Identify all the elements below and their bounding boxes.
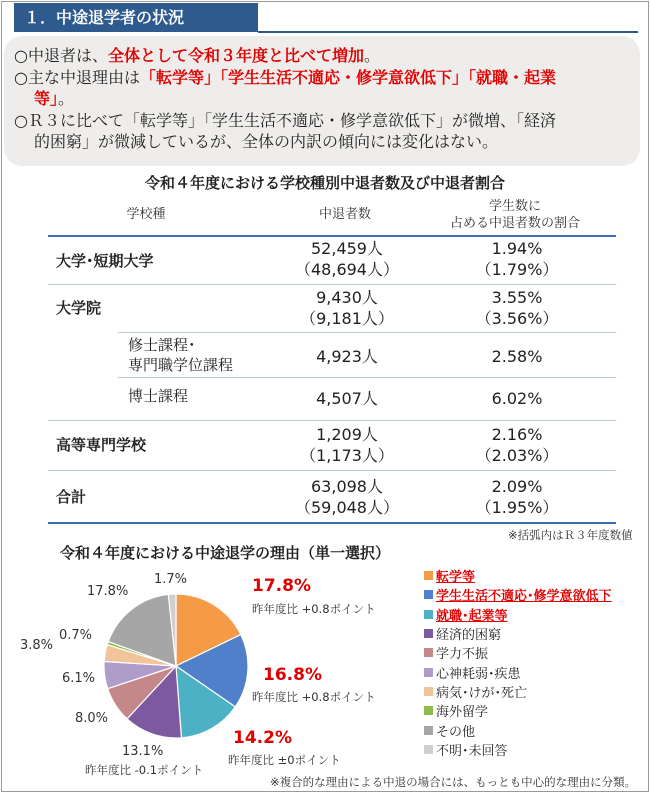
yoy-transfer: 昨年度比 +0.8ポイント — [252, 602, 376, 616]
chart-footnote: ※複合的な理由による中退の場合には、もっとも中心的な理由に分類。 — [270, 775, 637, 789]
legend-swatch — [424, 571, 433, 580]
ratio-value: 2.09% — [491, 477, 543, 496]
row-name-kosen: 高等専門学校 — [56, 436, 147, 454]
count-prev-value: （9,181人） — [300, 309, 394, 328]
header-school: 学校種 — [126, 207, 166, 222]
yoy-poverty: 昨年度比 -0.1ポイント — [85, 763, 204, 777]
row-divider — [48, 470, 616, 471]
ratio-value: 3.55% — [491, 288, 543, 307]
slice-label-mental: 6.1% — [62, 671, 96, 686]
slice-label-employment: 14.2% — [233, 728, 292, 748]
table-note: ※括弧内はＲ３年度数値 — [508, 528, 633, 542]
legend-label: 就職･起業等 — [436, 608, 508, 624]
summary-highlight: 「転学等」「学生生活不適応・修学意欲低下」「就職・起業 — [139, 67, 556, 87]
legend-item-mental — [424, 662, 612, 681]
header-ratio-line-1: 学生数に — [488, 199, 541, 214]
row-ratio-grad — [432, 287, 602, 329]
slice-label-abroad: 0.7% — [59, 628, 93, 643]
legend-swatch — [424, 726, 433, 735]
row-count-univ — [262, 238, 432, 280]
legend-label: 不明･未回答 — [436, 743, 508, 759]
row-count-total — [262, 476, 432, 518]
count-prev-value: （48,694人） — [295, 260, 399, 279]
ratio-prev-value: （2.03%） — [475, 446, 559, 465]
row-name-masters — [128, 335, 233, 375]
pie-title: 令和４年度における中途退学の理由（単一選択） — [60, 544, 391, 562]
legend-item-unknown — [424, 740, 612, 759]
row-count-doctoral: 4,507人 — [316, 389, 378, 408]
yoy-maladjust: 昨年度比 +0.8ポイント — [252, 690, 376, 704]
row-ratio-masters: 2.58% — [491, 347, 543, 366]
section-title: １．中途退学者の状況 — [14, 3, 258, 32]
row-divider — [118, 377, 616, 378]
legend-label: 病気･けが･死亡 — [436, 685, 528, 701]
header-ratio — [430, 198, 600, 232]
table-header-rule — [48, 235, 616, 237]
legend-item-illness — [424, 682, 612, 701]
legend-label: その他 — [436, 724, 476, 740]
summary-line-2b — [14, 88, 632, 110]
legend-swatch — [424, 706, 433, 715]
row-count-kosen — [262, 424, 432, 466]
summary-highlight: 等」 — [34, 89, 59, 108]
legend-swatch — [424, 648, 433, 657]
row-count-grad — [262, 287, 432, 329]
legend-item-employment — [424, 605, 612, 624]
legend-item-maladjust — [424, 585, 612, 604]
table-bottom-rule — [48, 522, 616, 524]
legend-swatch — [424, 687, 433, 696]
legend-item-other — [424, 720, 612, 739]
table-title: 令和４年度における学校種別中退者数及び中退者割合 — [144, 174, 505, 192]
row-count-masters: 4,923人 — [316, 347, 378, 366]
legend-swatch — [424, 610, 433, 619]
count-value: 52,459人 — [311, 239, 383, 258]
summary-text: ○中退者は、 — [14, 46, 108, 65]
legend-swatch — [424, 668, 433, 677]
ratio-prev-value: （1.95%） — [475, 498, 559, 517]
count-value: 1,209人 — [316, 425, 378, 444]
row-divider — [118, 332, 616, 333]
ratio-prev-value: （3.56%） — [475, 309, 559, 328]
slice-label-unknown: 1.7% — [154, 572, 188, 587]
summary-line-3b: 的困窮」が微減しているが、全体の内訳の傾向には変化はない。 — [34, 132, 499, 151]
slice-label-other: 17.8% — [87, 584, 129, 599]
summary-text: 。 — [363, 46, 380, 65]
pie-legend — [424, 566, 612, 759]
title-underline — [258, 31, 638, 33]
legend-label: 経済的困窮 — [436, 628, 502, 644]
legend-item-abroad — [424, 701, 612, 720]
legend-item-academic — [424, 643, 612, 662]
summary-line-3: ○Ｒ３に比べて「転学等」「学生生活不適応・修学意欲低下」が微増、「経済 — [14, 110, 556, 130]
slice-label-maladjust: 16.8% — [263, 665, 322, 685]
legend-swatch — [424, 745, 433, 754]
slice-label-transfer: 17.8% — [252, 576, 311, 596]
legend-label: 学力不振 — [436, 647, 489, 663]
row-ratio-doctoral: 6.02% — [491, 389, 543, 408]
legend-label: 学生生活不適応･修学意欲低下 — [436, 589, 612, 605]
ratio-value: 2.16% — [491, 425, 543, 444]
legend-item-transfer — [424, 566, 612, 585]
summary-box — [4, 36, 640, 166]
count-value: 63,098人 — [311, 477, 383, 496]
header-ratio-line-2: 占める中退者数の割合 — [449, 216, 580, 231]
ratio-value: 1.94% — [491, 239, 543, 258]
legend-label: 転学等 — [436, 570, 476, 586]
row-divider — [48, 420, 616, 421]
row-name-line: 修士課程･ — [128, 336, 196, 354]
pie-slices — [104, 594, 248, 738]
legend-label: 心神耗弱･疾患 — [436, 666, 521, 682]
legend-item-poverty — [424, 624, 612, 643]
row-name-total: 合計 — [56, 488, 87, 506]
slice-label-poverty: 13.1% — [122, 744, 164, 759]
row-divider — [48, 284, 616, 285]
summary-line-2 — [14, 67, 632, 89]
count-value: 9,430人 — [316, 288, 378, 307]
row-name-line: 専門職学位課程 — [128, 356, 234, 374]
header-count: 中退者数 — [318, 207, 371, 222]
count-prev-value: （59,048人） — [295, 498, 399, 517]
count-prev-value: （1,173人） — [300, 446, 394, 465]
slice-label-academic: 8.0% — [75, 711, 109, 726]
legend-swatch — [424, 590, 433, 599]
row-name-grad: 大学院 — [56, 299, 102, 317]
yoy-employment: 昨年度比 ±0ポイント — [228, 753, 341, 767]
slice-label-illness: 3.8% — [20, 638, 54, 653]
legend-label: 海外留学 — [436, 705, 489, 721]
row-ratio-total — [432, 476, 602, 518]
summary-line-1 — [14, 45, 632, 67]
summary-text: ○主な中退理由は — [14, 67, 140, 87]
row-ratio-univ — [432, 238, 602, 280]
legend-swatch — [424, 629, 433, 638]
row-name-doctoral: 博士課程 — [128, 387, 189, 405]
summary-highlight: 全体として令和３年度と比べて増加 — [107, 46, 364, 65]
ratio-prev-value: （1.79%） — [475, 260, 559, 279]
summary-text: 。 — [58, 89, 75, 108]
row-ratio-kosen — [432, 424, 602, 466]
row-name-univ: 大学･短期大学 — [56, 252, 154, 270]
